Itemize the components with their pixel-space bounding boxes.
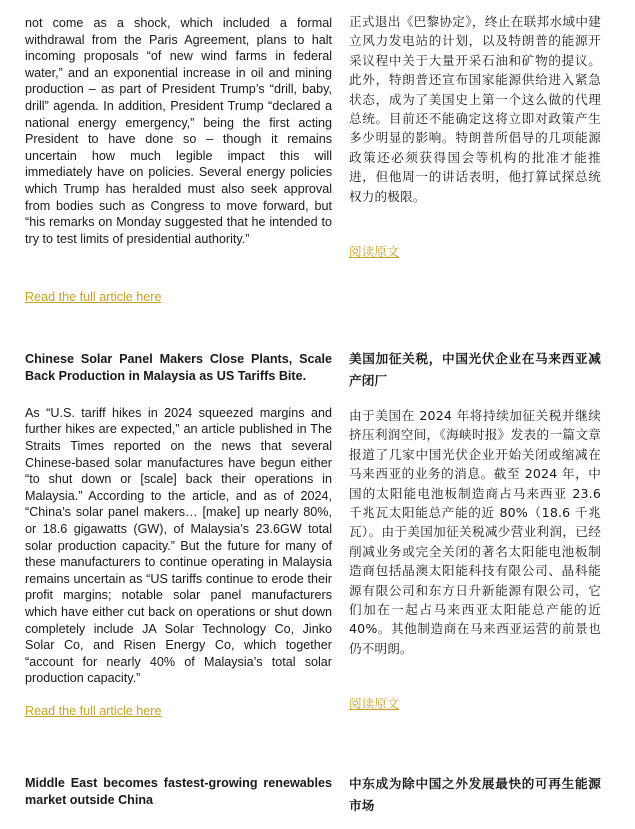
article1-zh-body: 正式退出《巴黎协定》，终止在联邦水域中建立风力发电站的计划，以及特朗普的能源开采议程中关于大量开采石油和矿物的提议。 此外，特朗普还宣布国家能源供给进入紧急状态，成为了美国史上第一个这么做的代理总统。目前还不能确定这将立即对政策产生多少明显的影响。特朗普所倡导的几项能源政策还必须获得国会等机构的批准才能推进，但他周一的讲话表明，他打算试探总统权力的极限。: [349, 14, 601, 204]
article2-zh-body: 由于美国在 2024 年将持续加征关税并继续挤压利润空间，《海峡时报》发表的一篇文章报道了几家中国光伏企业开始关闭或缩减在马来西亚的业务的消息。截至 2024 年，中国的太阳能电池板制造商占马来西亚 23.6 千兆瓦太阳能总产能的近 80%（18.6 千兆瓦）。由于美国加征关税减少营业利润，已经削减业务或完全关闭的著名太阳能电池板制造商包括晶澳太阳能科技有限公司、晶科能源有限公司和东方日升新能源有限公司，它们加在一起占马来西亚太阳能总产能的近 40%。其他制造商在马来西亚运营的前景也仍不明朗。: [349, 408, 601, 656]
article2-zh-title: 美国加征关税，中国光伏企业在马来西亚减产闭厂: [349, 351, 601, 388]
article1-zh-read-more-link[interactable]: 阅读原文: [349, 245, 400, 259]
article2-en-title: Chinese Solar Panel Makers Close Plants, Scale Back Production in Malaysia as US Tariffs Bite.: [25, 352, 332, 384]
article2-en: [25, 351, 332, 687]
article1-en: [25, 15, 332, 247]
article1-zh: [349, 12, 601, 206]
article3-en-title: Middle East becomes fastest-growing renewables market outside China: [25, 776, 332, 808]
article3-zh: [349, 773, 601, 817]
article2-en-read-more-link[interactable]: Read the full article here: [25, 704, 162, 718]
article3-zh-title: 中东成为除中国之外发展最快的可再生能源市场: [349, 776, 601, 813]
article2-en-body: As “U.S. tariff hikes in 2024 squeezed margins and further hikes are expected,” an article published in The Straits Times reported on the news that several Chinese-based solar manufactures have begun either “to shut down or [scale] back their operations in Malaysia.” According to the article, and as of 2024, “China’s solar panel makers… [make] up nearly 80%, or 18.6 gigawatts (GW), of Malaysia’s 23.6GW total solar production capacity.” But the future for many of these manufacturers to continue operating in Malaysia remains uncertain as “US tariffs continue to erode their profit margins; notable solar panel manufacturers which have either cut back on operations or shut down completely include JA Solar Technology Co, Jinko Solar Co, and Risen Energy Co, which together “account for nearly 40% of Malaysia’s total solar production capacity.”: [25, 405, 332, 686]
article2-zh-read-more-link[interactable]: 阅读原文: [349, 697, 400, 711]
article3-en: [25, 775, 332, 810]
article1-en-read-more-link[interactable]: Read the full article here: [25, 290, 162, 304]
article1-en-body: not come as a shock, which included a formal withdrawal from the Paris Agreement, plans to halt incoming proposals “of new wind farms in federal water,” and an exponential increase in oil and mining production – as part of President Trump’s “drill, baby, drill” agenda. In addition, President Trump “declared a national energy emergency,” being the first acting President to have done so – though it remains uncertain how much legible impact this will immediately have on policies. Several energy policies which Trump has heralded must also seek approval from bodies such as Congress to move forward, but “his remarks on Monday suggested that he intended to try to test limits of presidential authority.”: [25, 16, 332, 246]
article2-zh: [349, 348, 601, 658]
